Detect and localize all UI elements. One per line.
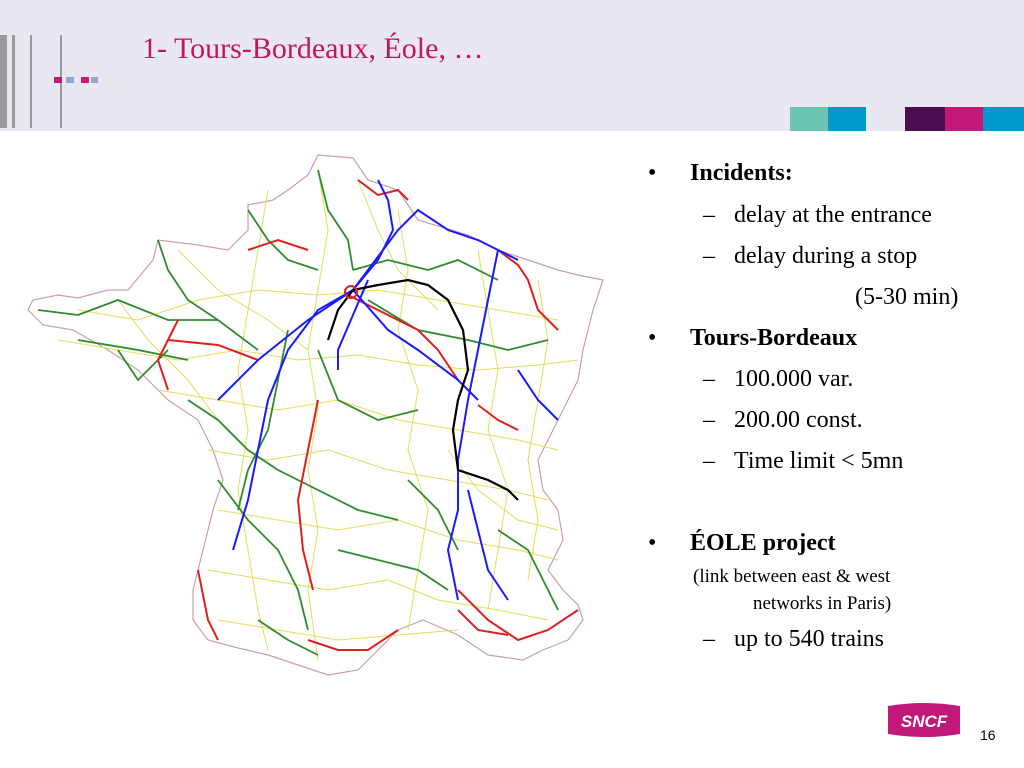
decor-square xyxy=(66,77,74,83)
decor-bar xyxy=(12,35,15,128)
decor-bar xyxy=(30,35,32,128)
color-block xyxy=(945,107,983,131)
sub-bullet-continuation: (5-30 min) xyxy=(855,284,959,310)
color-block xyxy=(983,107,1024,131)
color-block xyxy=(905,107,945,131)
color-block xyxy=(790,107,828,131)
slide-header xyxy=(0,0,1024,131)
decor-bar xyxy=(0,35,7,128)
france-rail-network-map xyxy=(18,150,618,710)
decor-square xyxy=(54,77,62,83)
slide-title: 1- Tours-Bordeaux, Éole, … xyxy=(142,32,484,65)
decor-square xyxy=(81,77,89,83)
page-number: 16 xyxy=(980,727,996,743)
eole-note-line2: networks in Paris) xyxy=(753,593,892,614)
color-block xyxy=(828,107,866,131)
sncf-logo xyxy=(884,700,964,740)
svg-text:SNCF: SNCF xyxy=(900,712,948,731)
decor-square xyxy=(91,77,98,83)
eole-note-line1: (link between east & west xyxy=(693,566,891,587)
